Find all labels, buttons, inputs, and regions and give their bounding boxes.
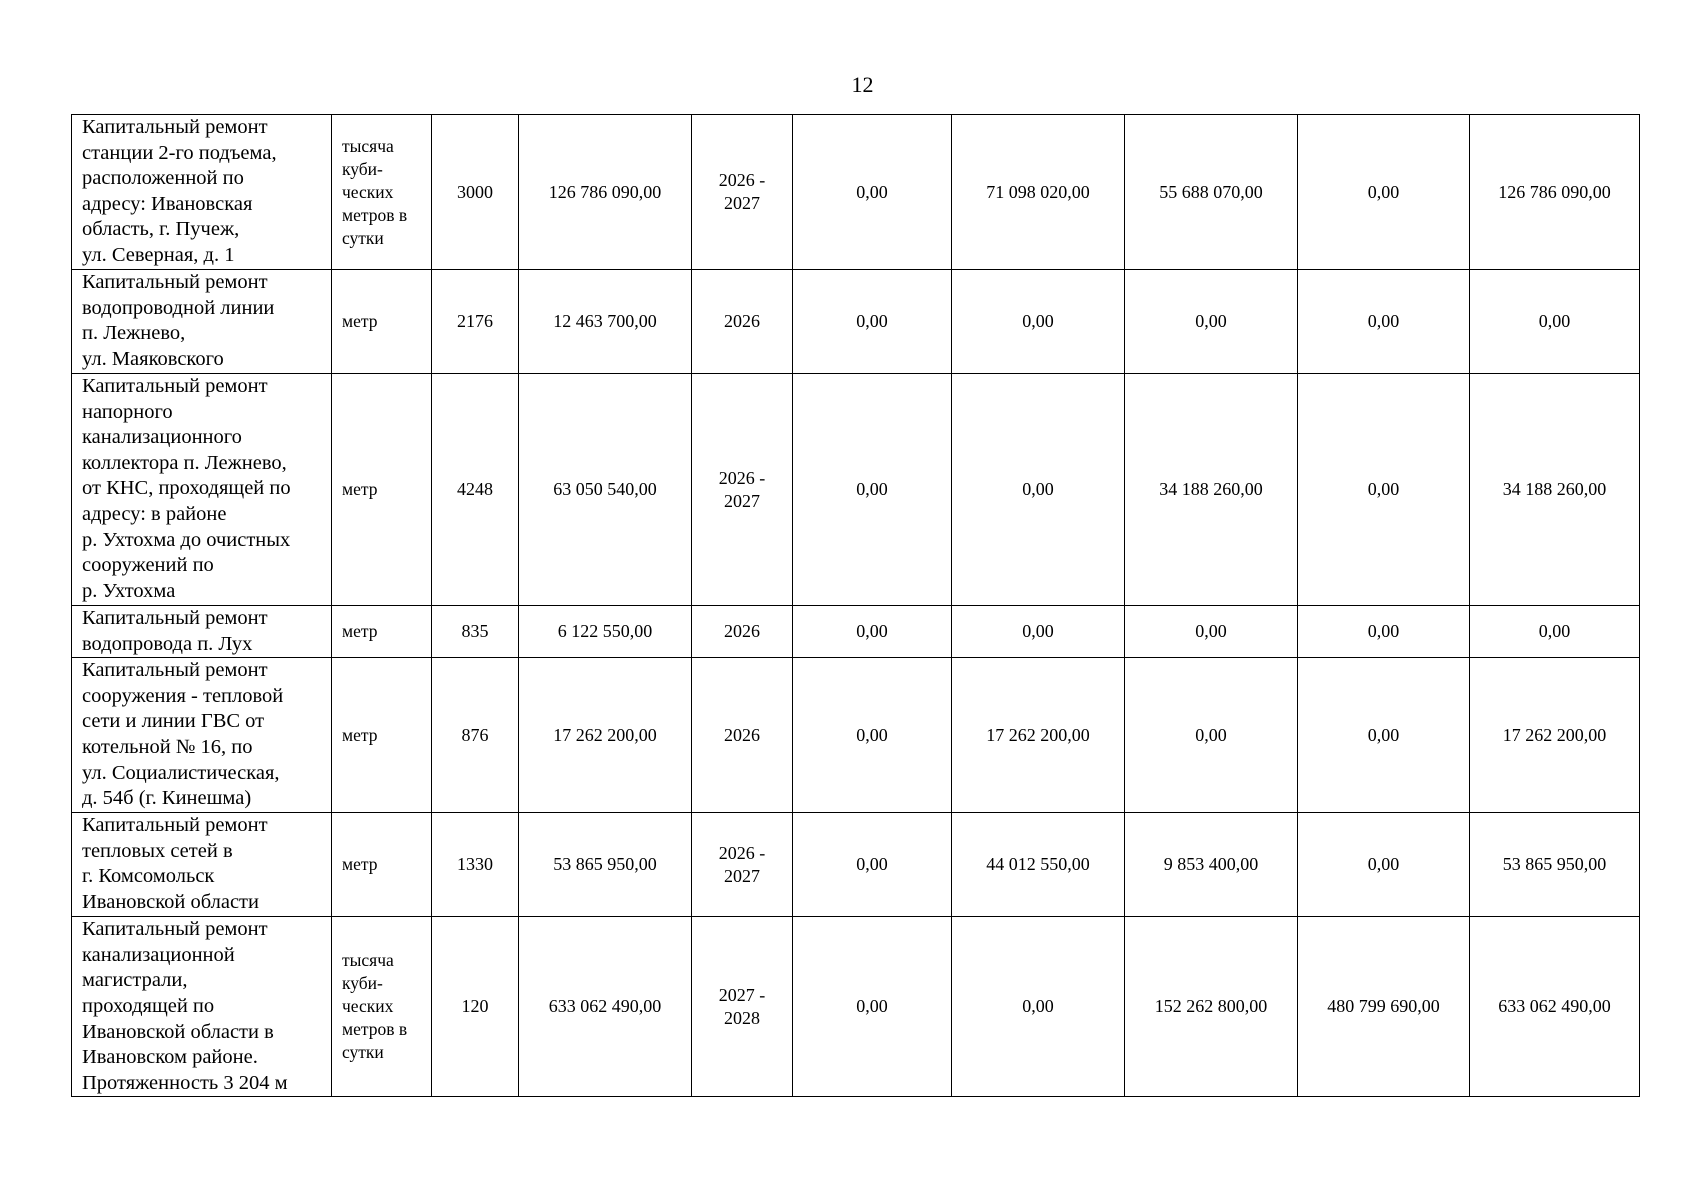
object-name: Капитальный ремонт канализационной магистрали, проходящей по Ивановской области в Ивановском районе. Протяженность 3 204 м	[72, 917, 332, 1097]
value-4: 0,00	[1298, 658, 1470, 813]
table-row	[72, 813, 1640, 917]
investment-table	[71, 114, 1640, 1097]
value-2: 71 098 020,00	[952, 115, 1125, 270]
value-1: 0,00	[793, 115, 952, 270]
capacity: 3000	[432, 115, 519, 270]
capacity: 835	[432, 606, 519, 658]
table-row	[72, 270, 1640, 374]
value-1: 0,00	[793, 917, 952, 1097]
value-3: 0,00	[1125, 658, 1298, 813]
unit-of-measure: метр	[332, 270, 432, 374]
object-name: Капитальный ремонт водопроводной линии п. Лежнево, ул. Маяковского	[72, 270, 332, 374]
value-4: 0,00	[1298, 270, 1470, 374]
unit-of-measure: метр	[332, 606, 432, 658]
total-value: 0,00	[1470, 270, 1640, 374]
implementation-period: 2026	[692, 270, 793, 374]
capacity: 876	[432, 658, 519, 813]
implementation-period: 2026 - 2027	[692, 115, 793, 270]
estimated-cost: 12 463 700,00	[519, 270, 692, 374]
value-3: 55 688 070,00	[1125, 115, 1298, 270]
value-3: 152 262 800,00	[1125, 917, 1298, 1097]
capacity: 2176	[432, 270, 519, 374]
estimated-cost: 633 062 490,00	[519, 917, 692, 1097]
implementation-period: 2026	[692, 606, 793, 658]
value-1: 0,00	[793, 374, 952, 606]
value-4: 0,00	[1298, 606, 1470, 658]
estimated-cost: 53 865 950,00	[519, 813, 692, 917]
implementation-period: 2026 - 2027	[692, 374, 793, 606]
value-4: 0,00	[1298, 813, 1470, 917]
value-2: 0,00	[952, 374, 1125, 606]
estimated-cost: 6 122 550,00	[519, 606, 692, 658]
table-row	[72, 917, 1640, 1097]
object-name: Капитальный ремонт водопровода п. Лух	[72, 606, 332, 658]
table-row	[72, 374, 1640, 606]
total-value: 17 262 200,00	[1470, 658, 1640, 813]
value-4: 0,00	[1298, 115, 1470, 270]
implementation-period: 2027 - 2028	[692, 917, 793, 1097]
implementation-period: 2026	[692, 658, 793, 813]
value-2: 17 262 200,00	[952, 658, 1125, 813]
value-4: 480 799 690,00	[1298, 917, 1470, 1097]
unit-of-measure: метр	[332, 658, 432, 813]
implementation-period: 2026 - 2027	[692, 813, 793, 917]
object-name: Капитальный ремонт тепловых сетей в г. Комсомольск Ивановской области	[72, 813, 332, 917]
estimated-cost: 17 262 200,00	[519, 658, 692, 813]
total-value: 126 786 090,00	[1470, 115, 1640, 270]
value-3: 0,00	[1125, 270, 1298, 374]
total-value: 633 062 490,00	[1470, 917, 1640, 1097]
unit-of-measure: метр	[332, 374, 432, 606]
total-value: 0,00	[1470, 606, 1640, 658]
capacity: 120	[432, 917, 519, 1097]
unit-of-measure: тысяча куби- ческих метров в сутки	[332, 115, 432, 270]
value-2: 44 012 550,00	[952, 813, 1125, 917]
page-number: 12	[851, 72, 874, 97]
value-3: 0,00	[1125, 606, 1298, 658]
table-row	[72, 115, 1640, 270]
total-value: 53 865 950,00	[1470, 813, 1640, 917]
value-1: 0,00	[793, 606, 952, 658]
object-name: Капитальный ремонт сооружения - тепловой сети и линии ГВС от котельной № 16, по ул. Социалистическая, д. 54б (г. Кинешма)	[72, 658, 332, 813]
capacity: 4248	[432, 374, 519, 606]
table-row	[72, 606, 1640, 658]
object-name: Капитальный ремонт станции 2-го подъема, расположенной по адресу: Ивановская область, г. Пучеж, ул. Северная, д. 1	[72, 115, 332, 270]
capacity: 1330	[432, 813, 519, 917]
object-name: Капитальный ремонт напорного канализационного коллектора п. Лежнево, от КНС, проходящей по адресу: в районе р. Ухтохма до очистных сооружений по р. Ухтохма	[72, 374, 332, 606]
value-1: 0,00	[793, 270, 952, 374]
estimated-cost: 63 050 540,00	[519, 374, 692, 606]
table-row	[72, 658, 1640, 813]
total-value: 34 188 260,00	[1470, 374, 1640, 606]
value-2: 0,00	[952, 606, 1125, 658]
value-3: 34 188 260,00	[1125, 374, 1298, 606]
estimated-cost: 126 786 090,00	[519, 115, 692, 270]
unit-of-measure: метр	[332, 813, 432, 917]
value-2: 0,00	[952, 917, 1125, 1097]
value-1: 0,00	[793, 813, 952, 917]
value-4: 0,00	[1298, 374, 1470, 606]
value-2: 0,00	[952, 270, 1125, 374]
value-1: 0,00	[793, 658, 952, 813]
unit-of-measure: тысяча куби- ческих метров в сутки	[332, 917, 432, 1097]
value-3: 9 853 400,00	[1125, 813, 1298, 917]
